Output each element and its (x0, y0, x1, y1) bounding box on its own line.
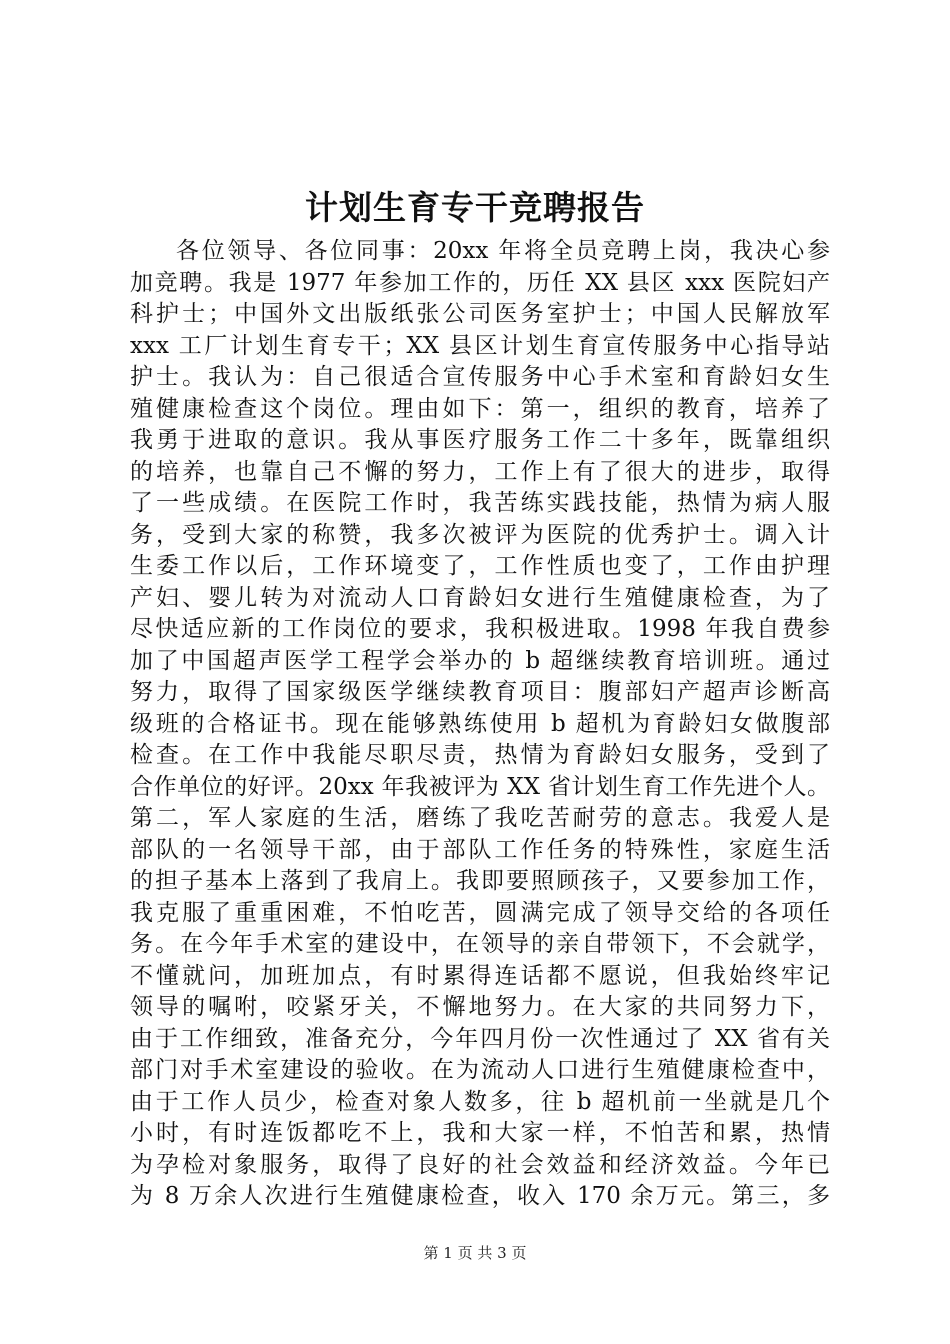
text-line: 护士。我认为：自己很适合宣传服务中心手术室和育龄妇女生 (130, 364, 830, 390)
text-line: 为孕检对象服务，取得了良好的社会效益和经济效益。今年已 (130, 1151, 830, 1178)
text-line: 产妇、婴儿转为对流动人口育龄妇女进行生殖健康检查，为了 (130, 584, 830, 611)
text-line: 我克服了重重困难，不怕吃苦，圆满完成了领导交给的各项任 (130, 899, 830, 926)
text-line: 由于工作细致，准备充分，今年四月份一次性通过了 XX 省有关 (130, 1025, 830, 1052)
text-line: 我勇于进取的意识。我从事医疗服务工作二十多年，既靠组织 (130, 427, 830, 453)
text-line: 级班的合格证书。现在能够熟练使用 b 超机为育龄妇女做腹部 (130, 710, 830, 737)
text-line: 不懂就问，加班加点，有时累得连话都不愿说，但我始终牢记 (130, 962, 830, 989)
text-line: 领导的嘱咐，咬紧牙关，不懈地努力。在大家的共同努力下， (130, 994, 830, 1020)
text-line: 务。在今年手术室的建设中，在领导的亲自带领下，不会就学， (130, 931, 830, 957)
text-line: 务，受到大家的称赞，我多次被评为医院的优秀护士。调入计 (130, 521, 830, 548)
text-line: 尽快适应新的工作岗位的要求，我积极进取。1998 年我自费参 (130, 616, 830, 642)
text-line: 了一些成绩。在医院工作时，我苦练实践技能，热情为病人服 (130, 490, 830, 516)
text-line: 努力，取得了国家级医学继续教育项目：腹部妇产超声诊断高 (130, 679, 830, 705)
text-line: 的培养，也靠自己不懈的努力，工作上有了很大的进步，取得 (130, 458, 830, 485)
text-line: 加竞聘。我是 1977 年参加工作的，历任 XX 县区 xxx 医院妇产 (130, 269, 830, 296)
page-number-footer: 第 1 页 共 3 页 (423, 1244, 527, 1262)
text-line: 小时，有时连饭都吃不上，我和大家一样，不怕苦和累，热情 (130, 1120, 830, 1146)
document-title: 计划生育专干竞聘报告 (305, 188, 645, 227)
text-line: 为 8 万余人次进行生殖健康检查，收入 170 余万元。第三，多 (130, 1183, 830, 1209)
text-line: 加了中国超声医学工程学会举办的 b 超继续教育培训班。通过 (130, 647, 830, 674)
text-line: 生委工作以后，工作环境变了，工作性质也变了，工作由护理 (130, 553, 830, 579)
text-line: 的担子基本上落到了我肩上。我即要照顾孩子，又要参加工作， (130, 868, 830, 894)
text-line: 部队的一名领导干部，由于部队工作任务的特殊性，家庭生活 (130, 836, 830, 863)
text-line: 第二，军人家庭的生活，磨练了我吃苦耐劳的意志。我爱人是 (130, 805, 830, 831)
text-line: 殖健康检查这个岗位。理由如下：第一，组织的教育，培养了 (130, 395, 830, 422)
text-line: 检查。在工作中我能尽职尽责，热情为育龄妇女服务，受到了 (130, 742, 830, 768)
body-paragraph (130, 236, 830, 1213)
text-line: 科护士；中国外文出版纸张公司医务室护士；中国人民解放军 (130, 301, 830, 327)
text-line: 合作单位的好评。20xx 年我被评为 XX 省计划生育工作先进个人。 (130, 773, 830, 800)
text-line: 部门对手术室建设的验收。在为流动人口进行生殖健康检查中， (130, 1057, 830, 1083)
text-line: xxx 工厂计划生育专干；XX 县区计划生育宣传服务中心指导站 (130, 332, 830, 359)
text-line: 由于工作人员少，检查对象人数多，往 b 超机前一坐就是几个 (130, 1088, 830, 1115)
text-line: 各位领导、各位同事：20xx 年将全员竞聘上岗，我决心参 (176, 238, 830, 264)
